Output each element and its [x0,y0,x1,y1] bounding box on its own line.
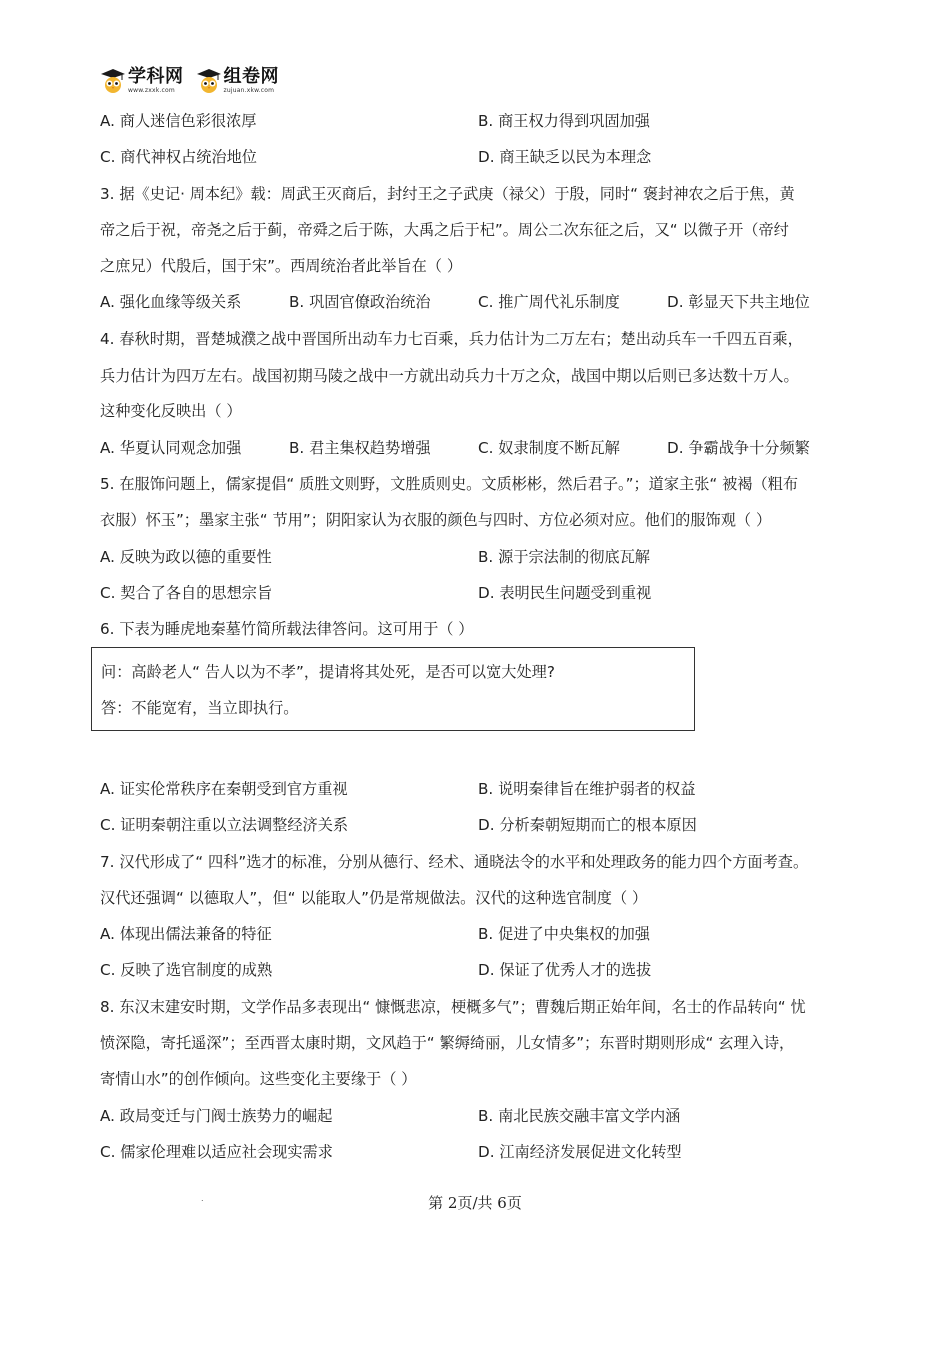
brand-name: 学科网 [128,66,184,87]
q6-box-question: 问：高龄老人“ 告人以为不孝”，提请将其处死，是否可以宽大处理? [101,663,555,681]
q4-option-b: B. 君主集权趋势增强 [289,439,431,457]
q7-option-c: C. 反映了选官制度的成熟 [100,961,273,979]
q3-option-d: D. 彰显天下共主地位 [667,293,810,311]
q2-option-a: A. 商人迷信色彩很浓厚 [100,112,257,130]
q4-option-d: D. 争霸战争十分频繁 [667,439,810,457]
q3-option-c: C. 推广周代礼乐制度 [478,293,620,311]
zujuanwang-logo [196,68,280,94]
q5-option-a: A. 反映为政以德的重要性 [100,548,272,566]
page-number: 第 2页/共 6页 [428,1194,522,1212]
header-logos [100,68,291,94]
q7-option-d: D. 保证了优秀人才的选拔 [478,961,652,979]
q4-option-c: C. 奴隶制度不断瓦解 [478,439,620,457]
q5-stem-line2: 衣服）怀玉”；墨家主张“ 节用”；阴阳家认为衣服的颜色与四时、方位必须对应。他们的服饰观（ ） [100,511,772,529]
brand-url: www.zxxk.com [128,87,175,94]
owl-graduation-cap-icon [196,68,222,94]
q6-stem: 6. 下表为睡虎地秦墓竹简所载法律答问。这可用于（ ） [100,620,474,638]
q2-option-c: C. 商代神权占统治地位 [100,148,257,166]
q4-stem-line2: 兵力估计为四万左右。战国初期马陵之战中一方就出动兵力十万之众，战国中期以后则已多达数十万人。 [100,367,799,385]
q6-option-d: D. 分析秦朝短期而亡的根本原因 [478,816,697,834]
q5-option-c: C. 契合了各自的思想宗旨 [100,584,273,602]
owl-graduation-cap-icon [100,68,126,94]
brand-url: zujuan.xkw.com [223,87,275,94]
q6-option-b: B. 说明秦律旨在维护弱者的权益 [478,780,696,798]
q7-stem-line2: 汉代还强调“ 以德取人”，但“ 以能取人”仍是常规做法。汉代的这种选官制度（ ） [100,889,648,907]
q8-option-c: C. 儒家伦理难以适应社会现实需求 [100,1143,333,1161]
q5-stem-line1: 5. 在服饰问题上，儒家提倡“ 质胜文则野，文胜质则史。文质彬彬，然后君子。”；道家主张“ 被褐（粗布 [100,475,799,493]
q8-option-a: A. 政局变迁与门阀士族势力的崛起 [100,1107,333,1125]
q3-stem-line2: 帝之后于祝，帝尧之后于蓟，帝舜之后于陈，大禹之后于杞”。周公二次东征之后，又“ 以微子开（帝纣 [100,221,789,239]
q6-option-c: C. 证明秦朝注重以立法调整经济关系 [100,816,349,834]
q3-stem-line1: 3. 据《史记· 周本纪》载：周武王灭商后，封纣王之子武庚（禄父）于殷，同时“ 褒封神农之后于焦，黄 [100,185,795,203]
q2-option-d: D. 商王缺乏以民为本理念 [478,148,652,166]
q3-stem-line3: 之庶兄）代殷后，国于宋”。西周统治者此举旨在（ ） [100,257,463,275]
q8-option-b: B. 南北民族交融丰富文学内涵 [478,1107,681,1125]
q3-option-a: A. 强化血缘等级关系 [100,293,242,311]
q7-stem-line1: 7. 汉代形成了“ 四科”选才的标准，分别从德行、经术、通晓法令的水平和处理政务的能力四个方面考查。 [100,853,809,871]
q6-box-answer: 答：不能宽宥，当立即执行。 [101,699,299,717]
q4-option-a: A. 华夏认同观念加强 [100,439,242,457]
brand-name: 组卷网 [223,66,279,87]
q7-option-b: B. 促进了中央集权的加强 [478,925,650,943]
q4-stem-line3: 这种变化反映出（ ） [100,402,242,420]
q3-option-b: B. 巩固官僚政治统治 [289,293,431,311]
q5-option-d: D. 表明民生问题受到重视 [478,584,652,602]
q8-stem-line1: 8. 东汉末建安时期，文学作品多表现出“ 慷慨悲凉，梗概多气”；曹魏后期正始年间，名士的作品转向“ 忧 [100,998,806,1016]
xuekewang-logo [100,68,184,94]
q7-option-a: A. 体现出儒法兼备的特征 [100,925,272,943]
stray-dot: . [201,1194,204,1203]
q8-stem-line2: 愤深隐，寄托遥深”；至西晋太康时期，文风趋于“ 繁缛绮丽，儿女情多”；东晋时期则形成“ 玄理入诗， [100,1034,795,1052]
q8-stem-line3: 寄情山水”的创作倾向。这些变化主要缘于（ ） [100,1070,417,1088]
q6-option-a: A. 证实伦常秩序在秦朝受到官方重视 [100,780,348,798]
q8-option-d: D. 江南经济发展促进文化转型 [478,1143,682,1161]
q2-option-b: B. 商王权力得到巩固加强 [478,112,650,130]
q6-quote-box [91,647,695,731]
q4-stem-line1: 4. 春秋时期，晋楚城濮之战中晋国所出动车力七百乘，兵力估计为二万左右；楚出动兵车一千四五百乘， [100,330,803,348]
q5-option-b: B. 源于宗法制的彻底瓦解 [478,548,650,566]
